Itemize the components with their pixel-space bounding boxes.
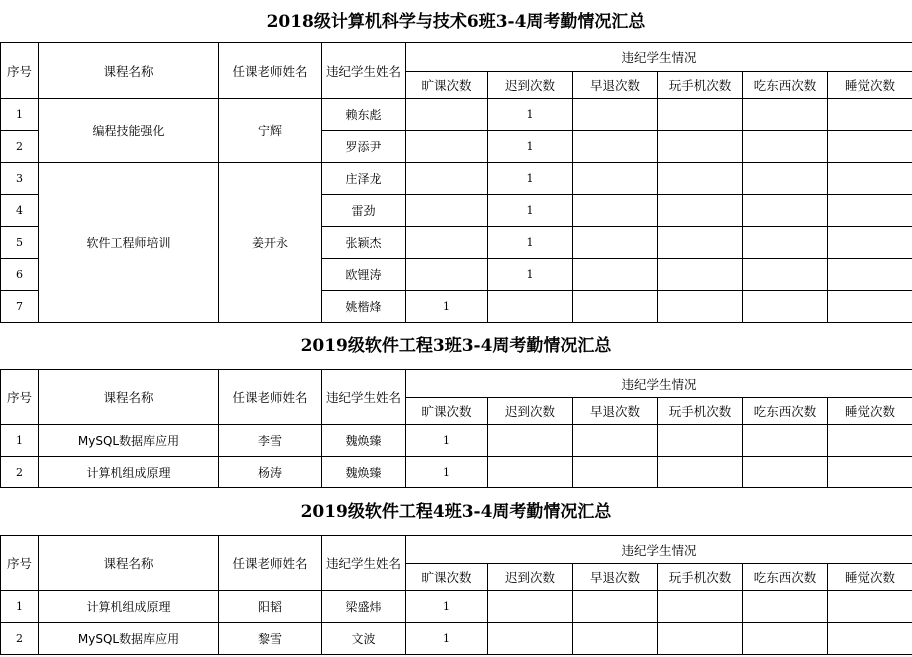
row-teacher: 黎雪 <box>219 623 322 655</box>
row-early-leave-count <box>573 457 658 488</box>
row-seq: 2 <box>1 623 39 655</box>
row-late-count: 1 <box>488 99 573 131</box>
header-late: 迟到次数 <box>488 398 573 425</box>
row-student: 欧锂涛 <box>322 259 406 291</box>
header-row <box>1 43 912 72</box>
row-early-leave-count <box>573 591 658 623</box>
row-early-leave-count <box>573 99 658 131</box>
header-absent: 旷课次数 <box>406 398 488 425</box>
table-row <box>1 623 912 655</box>
header-absent: 旷课次数 <box>406 72 488 99</box>
table-row <box>1 163 912 195</box>
row-course: MySQL数据库应用 <box>39 623 219 655</box>
row-student: 赖东彪 <box>322 99 406 131</box>
row-course: 软件工程师培训 <box>39 163 219 323</box>
row-phone-count <box>658 425 743 457</box>
row-sleeping-count <box>828 227 912 259</box>
row-phone-count <box>658 591 743 623</box>
row-sleeping-count <box>828 163 912 195</box>
row-phone-count <box>658 291 743 323</box>
attendance-table <box>0 42 912 323</box>
row-phone-count <box>658 131 743 163</box>
table-row <box>1 99 912 131</box>
header-seq: 序号 <box>1 536 39 591</box>
row-course: 计算机组成原理 <box>39 591 219 623</box>
row-sleeping-count <box>828 623 912 655</box>
row-early-leave-count <box>573 163 658 195</box>
row-seq: 2 <box>1 131 39 163</box>
row-seq: 5 <box>1 227 39 259</box>
row-eating-count <box>743 291 828 323</box>
row-absent-count <box>406 227 488 259</box>
table-row <box>1 457 912 488</box>
header-early-leave: 早退次数 <box>573 72 658 99</box>
table-row <box>1 591 912 623</box>
row-sleeping-count <box>828 99 912 131</box>
section-title: 2019级软件工程3班3-4周考勤情况汇总 <box>300 336 612 356</box>
row-seq: 6 <box>1 259 39 291</box>
row-seq: 2 <box>1 457 39 488</box>
header-teacher: 任课老师姓名 <box>219 536 322 591</box>
row-phone-count <box>658 163 743 195</box>
header-late: 迟到次数 <box>488 564 573 591</box>
header-seq: 序号 <box>1 370 39 425</box>
row-phone-count <box>658 623 743 655</box>
row-eating-count <box>743 163 828 195</box>
row-absent-count: 1 <box>406 425 488 457</box>
row-student: 魏焕臻 <box>322 425 406 457</box>
header-teacher: 任课老师姓名 <box>219 370 322 425</box>
row-student: 魏焕臻 <box>322 457 406 488</box>
row-early-leave-count <box>573 291 658 323</box>
row-late-count <box>488 291 573 323</box>
header-violation-group: 违纪学生情况 <box>406 370 912 398</box>
row-student: 罗添尹 <box>322 131 406 163</box>
header-violation-group: 违纪学生情况 <box>406 43 912 72</box>
header-early-leave: 早退次数 <box>573 398 658 425</box>
header-course: 课程名称 <box>39 536 219 591</box>
row-late-count <box>488 425 573 457</box>
header-seq: 序号 <box>1 43 39 99</box>
row-eating-count <box>743 227 828 259</box>
header-teacher: 任课老师姓名 <box>219 43 322 99</box>
row-phone-count <box>658 195 743 227</box>
header-course: 课程名称 <box>39 43 219 99</box>
row-student: 文波 <box>322 623 406 655</box>
header-violation-group: 违纪学生情况 <box>406 536 912 564</box>
row-early-leave-count <box>573 259 658 291</box>
row-sleeping-count <box>828 131 912 163</box>
row-absent-count <box>406 163 488 195</box>
table-row <box>1 425 912 457</box>
row-early-leave-count <box>573 195 658 227</box>
header-late: 迟到次数 <box>488 72 573 99</box>
attendance-table <box>0 369 912 488</box>
row-student: 庄泽龙 <box>322 163 406 195</box>
row-late-count: 1 <box>488 259 573 291</box>
row-sleeping-count <box>828 591 912 623</box>
row-late-count <box>488 457 573 488</box>
header-course: 课程名称 <box>39 370 219 425</box>
row-course: 计算机组成原理 <box>39 457 219 488</box>
header-eating: 吃东西次数 <box>743 72 828 99</box>
row-absent-count: 1 <box>406 457 488 488</box>
row-student: 梁盛炜 <box>322 591 406 623</box>
row-teacher: 宁辉 <box>219 99 322 163</box>
row-sleeping-count <box>828 291 912 323</box>
header-phone: 玩手机次数 <box>658 72 743 99</box>
row-late-count: 1 <box>488 195 573 227</box>
row-seq: 4 <box>1 195 39 227</box>
row-absent-count <box>406 99 488 131</box>
header-eating: 吃东西次数 <box>743 398 828 425</box>
row-early-leave-count <box>573 227 658 259</box>
header-row <box>1 536 912 564</box>
row-sleeping-count <box>828 425 912 457</box>
header-phone: 玩手机次数 <box>658 564 743 591</box>
row-sleeping-count <box>828 457 912 488</box>
header-eating: 吃东西次数 <box>743 564 828 591</box>
header-phone: 玩手机次数 <box>658 398 743 425</box>
row-eating-count <box>743 425 828 457</box>
row-absent-count <box>406 259 488 291</box>
row-teacher: 杨涛 <box>219 457 322 488</box>
row-eating-count <box>743 591 828 623</box>
row-teacher: 阳韬 <box>219 591 322 623</box>
section-title: 2019级软件工程4班3-4周考勤情况汇总 <box>300 502 612 522</box>
row-teacher: 李雪 <box>219 425 322 457</box>
header-sleeping: 睡觉次数 <box>828 72 912 99</box>
row-absent-count <box>406 195 488 227</box>
row-phone-count <box>658 227 743 259</box>
row-phone-count <box>658 99 743 131</box>
row-late-count <box>488 591 573 623</box>
section-title: 2018级计算机科学与技术6班3-4周考勤情况汇总 <box>266 12 646 32</box>
row-seq: 1 <box>1 425 39 457</box>
row-late-count <box>488 623 573 655</box>
row-late-count: 1 <box>488 227 573 259</box>
row-absent-count: 1 <box>406 291 488 323</box>
row-student: 雷劲 <box>322 195 406 227</box>
row-sleeping-count <box>828 259 912 291</box>
row-early-leave-count <box>573 623 658 655</box>
row-sleeping-count <box>828 195 912 227</box>
row-teacher: 姜开永 <box>219 163 322 323</box>
row-absent-count: 1 <box>406 591 488 623</box>
row-student: 姚楷烽 <box>322 291 406 323</box>
row-absent-count: 1 <box>406 623 488 655</box>
row-student: 张颖杰 <box>322 227 406 259</box>
row-seq: 1 <box>1 591 39 623</box>
row-eating-count <box>743 457 828 488</box>
row-late-count: 1 <box>488 131 573 163</box>
row-absent-count <box>406 131 488 163</box>
row-eating-count <box>743 131 828 163</box>
row-early-leave-count <box>573 425 658 457</box>
row-late-count: 1 <box>488 163 573 195</box>
row-course: 编程技能强化 <box>39 99 219 163</box>
row-eating-count <box>743 623 828 655</box>
row-seq: 7 <box>1 291 39 323</box>
row-phone-count <box>658 457 743 488</box>
row-early-leave-count <box>573 131 658 163</box>
row-phone-count <box>658 259 743 291</box>
header-early-leave: 早退次数 <box>573 564 658 591</box>
header-student: 违纪学生姓名 <box>322 43 406 99</box>
header-student: 违纪学生姓名 <box>322 536 406 591</box>
header-student: 违纪学生姓名 <box>322 370 406 425</box>
row-eating-count <box>743 195 828 227</box>
header-sleeping: 睡觉次数 <box>828 398 912 425</box>
row-seq: 3 <box>1 163 39 195</box>
row-eating-count <box>743 99 828 131</box>
row-seq: 1 <box>1 99 39 131</box>
header-row <box>1 370 912 398</box>
attendance-table <box>0 535 912 655</box>
header-absent: 旷课次数 <box>406 564 488 591</box>
header-sleeping: 睡觉次数 <box>828 564 912 591</box>
row-course: MySQL数据库应用 <box>39 425 219 457</box>
row-eating-count <box>743 259 828 291</box>
